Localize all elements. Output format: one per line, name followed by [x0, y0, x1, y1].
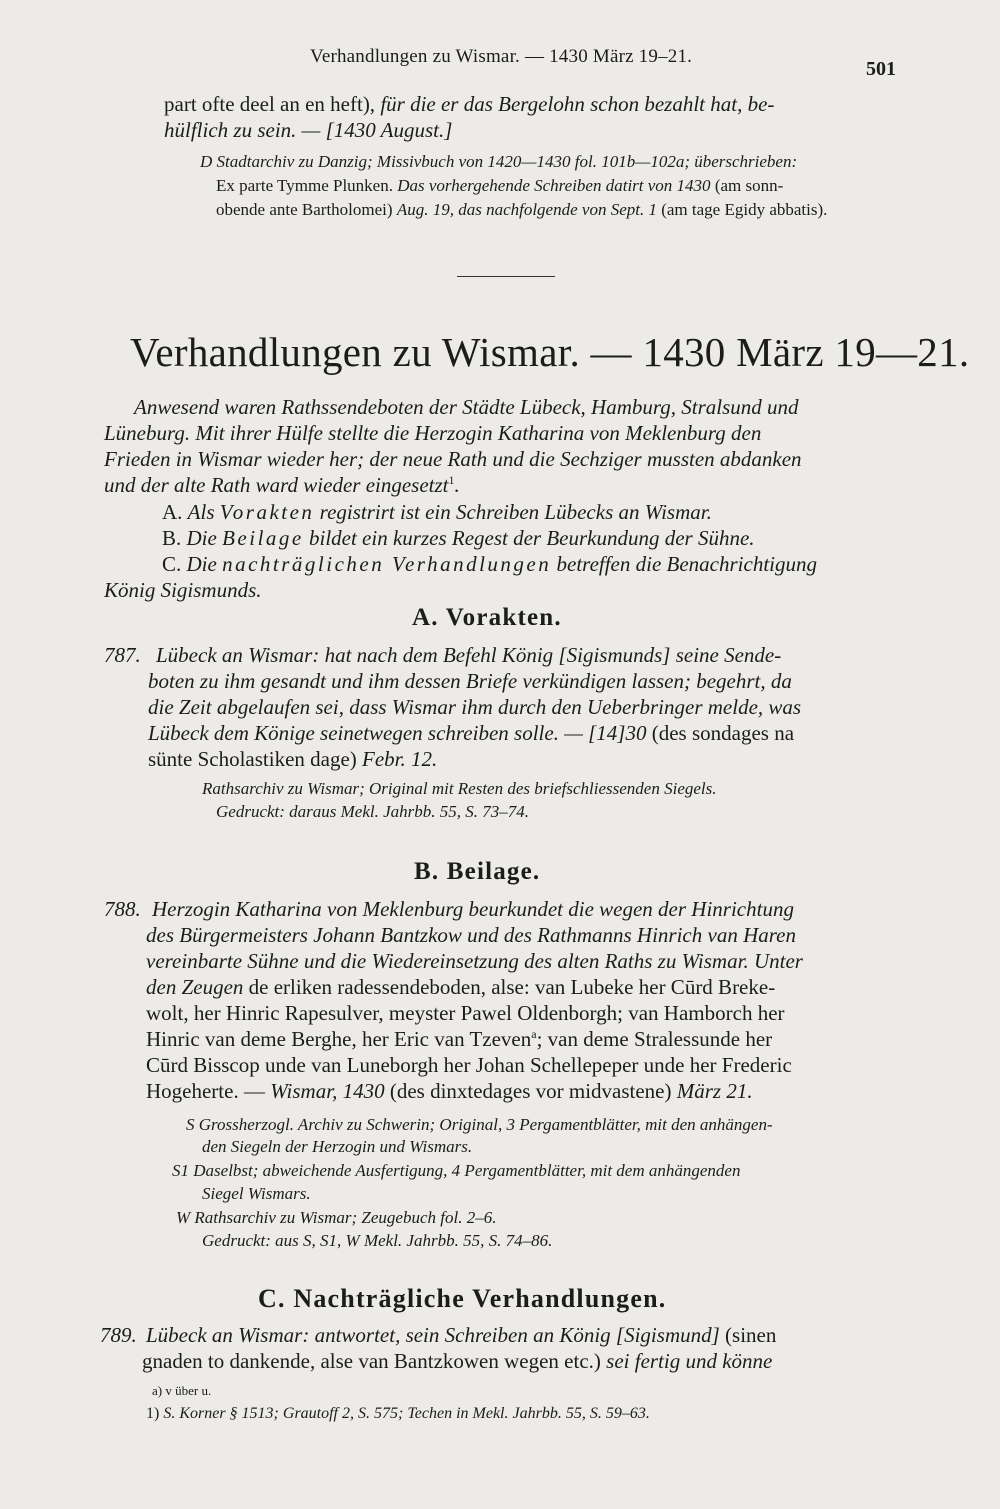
footnote-1: 1) S. Korner § 1513; Grautoff 2, S. 575; Techen in Mekl. Jahrbb. 55, S. 59–63. — [146, 1405, 650, 1422]
source-note-line-3: obende ante Bartholomei) Aug. 19, das nachfolgende von Sept. 1 (am tage Egidy abbatis). — [216, 200, 828, 219]
intro-line-2: Lüneburg. Mit ihrer Hülfe stellte die Herzogin Katharina von Meklenburg den — [104, 421, 762, 445]
entry-788-line-3: vereinbarte Sühne und die Wiedereinsetzung des alten Raths zu Wismar. Unter — [146, 949, 803, 973]
entry-788-line-1: Herzogin Katharina von Meklenburg beurkundet die wegen der Hinrichtung — [152, 897, 794, 921]
intro-line-1: Anwesend waren Rathssendeboten der Städte Lübeck, Hamburg, Stralsund und — [134, 395, 799, 419]
continuation-line-2: hülflich zu sein. — [1430 August.] — [164, 118, 453, 142]
entry-787-line-1: Lübeck an Wismar: hat nach dem Befehl König [Sigismunds] seine Sende- — [156, 643, 782, 667]
entry-788-line-6: Hinric van deme Berghe, her Eric van Tzeven$^a$; van deme Stralessunde her — [146, 1027, 773, 1051]
entry-788-note-2: den Siegeln der Herzogin und Wismars. — [202, 1137, 473, 1156]
entry-788-line-8: Hogeherte. — Wismar, 1430 (des dinxtedages vor midvastene) März 21. — [146, 1079, 753, 1103]
entry-787-line-2: boten zu ihm gesandt und ihm dessen Briefe verkündigen lassen; begehrt, da — [148, 669, 792, 693]
entry-788-note-4: Siegel Wismars. — [202, 1184, 311, 1203]
continuation-line-1: part ofte deel an en heft), für die er das Bergelohn schon bezahlt hat, be- — [164, 92, 775, 116]
entry-789-line-1: Lübeck an Wismar: antwortet, sein Schreiben an König [Sigismund] (sinen — [146, 1323, 777, 1347]
entry-788-line-7: Cūrd Bisscop unde van Luneborgh her Johan Schellepeper unde her Frederic — [146, 1053, 792, 1077]
entry-788-line-4: den Zeugen de erliken radessendeboden, alse: van Lubeke her Cūrd Breke- — [146, 975, 776, 999]
intro-line-4: und der alte Rath ward wieder eingesetzt$^1$. — [104, 473, 460, 497]
entry-788-line-2: des Bürgermeisters Johann Bantzkow und des Rathmanns Hinrich van Haren — [146, 923, 796, 947]
entry-787-note-2: Gedruckt: daraus Mekl. Jahrbb. 55, S. 73–74. — [216, 802, 530, 821]
entry-788-line-5: wolt, her Hinric Rapesulver, meyster Pawel Oldenborgh; van Hamborch her — [146, 1001, 785, 1025]
entry-788-note-5: W Rathsarchiv zu Wismar; Zeugebuch fol. 2–6. — [176, 1208, 497, 1227]
entry-789-number: 789. — [100, 1323, 137, 1347]
intro-item-b: B. Die Beilage bildet ein kurzes Regest der Beurkundung der Sühne. — [162, 526, 755, 550]
intro-item-a: A. Als Vorakten registrirt ist ein Schreiben Lübecks an Wismar. — [162, 500, 712, 524]
entry-788-note-6: Gedruckt: aus S, S1, W Mekl. Jahrbb. 55, S. 74–86. — [202, 1231, 553, 1250]
entry-787-note-1: Rathsarchiv zu Wismar; Original mit Resten des briefschliessenden Siegels. — [202, 779, 717, 798]
page-number: 501 — [866, 58, 896, 80]
section-heading-a: A. Vorakten. — [412, 604, 562, 631]
entry-788-number: 788. — [104, 897, 141, 921]
intro-line-3: Frieden in Wismar wieder her; der neue Rath und die Sechziger mussten abdanken — [104, 447, 802, 471]
page-title: Verhandlungen zu Wismar. — 1430 März 19—21. — [130, 329, 970, 375]
section-divider — [457, 276, 555, 277]
entry-787-line-5: sünte Scholastiken dage) Febr. 12. — [148, 747, 438, 771]
entry-787-number: 787. — [104, 643, 141, 667]
source-note-line-1: D Stadtarchiv zu Danzig; Missivbuch von 1420—1430 fol. 101b—102a; überschrieben: — [200, 152, 798, 171]
footnote-a: a) v über u. — [152, 1383, 212, 1398]
entry-788-note-1: S Grossherzogl. Archiv zu Schwerin; Original, 3 Pergamentblätter, mit den anhängen- — [186, 1115, 773, 1134]
section-heading-b: B. Beilage. — [414, 858, 541, 885]
source-note-line-2: Ex parte Tymme Plunken. Das vorhergehende Schreiben datirt von 1430 (am sonn- — [216, 176, 784, 195]
running-header: Verhandlungen zu Wismar. — 1430 März 19–21. — [310, 46, 693, 67]
entry-789-line-2: gnaden to dankende, alse van Bantzkowen wegen etc.) sei fertig und könne — [142, 1349, 773, 1373]
intro-item-c-cont: König Sigismunds. — [104, 578, 262, 602]
entry-787-line-3: die Zeit abgelaufen sei, dass Wismar ihm durch den Ueberbringer melde, was — [148, 695, 802, 719]
entry-788-note-3: S1 Daselbst; abweichende Ausfertigung, 4 Pergamentblätter, mit dem anhängenden — [172, 1161, 741, 1180]
intro-item-c: C. Die nachträglichen Verhandlungen betreffen die Benachrichtigung — [162, 552, 817, 576]
entry-787-line-4: Lübeck dem Könige seinetwegen schreiben solle. — [14]30 (des sondages na — [148, 721, 795, 745]
section-heading-c: C. Nachträgliche Verhandlungen. — [258, 1284, 667, 1313]
